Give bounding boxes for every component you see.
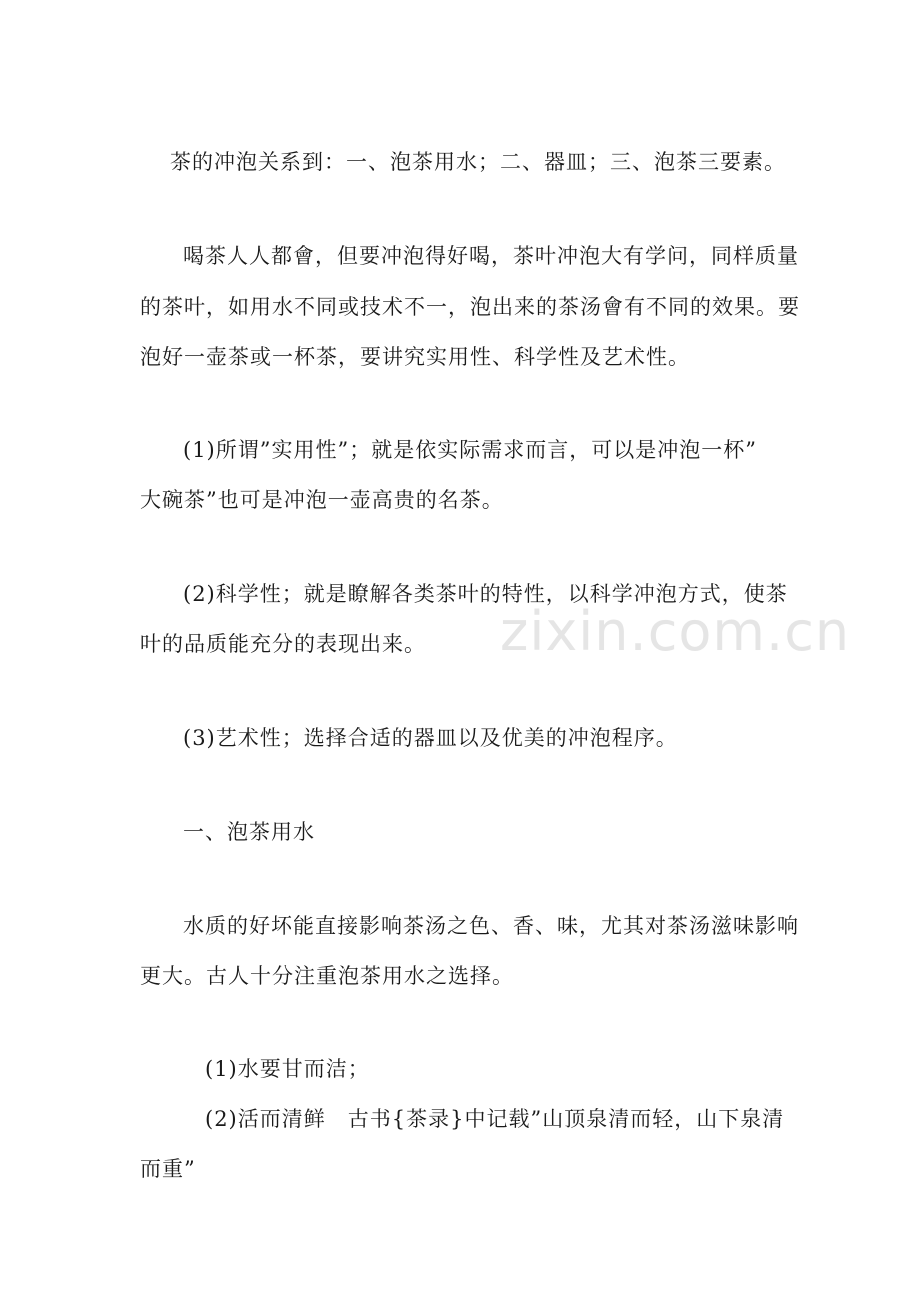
intro-line: 茶的冲泡关系到：一、泡茶用水；二、器皿；三、泡茶三要素。 <box>170 150 786 174</box>
water-paragraph-line-2: 更大。古人十分注重泡茶用水之选择。 <box>140 964 514 988</box>
water-item-2-line-1: (2)活而清鲜 古书{茶录}中记载”山顶泉清而轻，山下泉清 <box>205 1107 785 1131</box>
section1-heading: 一、泡茶用水 <box>183 820 315 844</box>
point1-line-2: 大碗茶”也可是冲泡一壶高贵的名茶。 <box>140 488 504 512</box>
point3-line: (3)艺术性；选择合适的器皿以及优美的冲泡程序。 <box>183 726 678 750</box>
point2-line-2: 叶的品质能充分的表现出来。 <box>140 632 426 656</box>
water-paragraph-line-1: 水质的好坏能直接影响茶汤之色、香、味，尤其对茶汤滋味影响 <box>183 914 799 938</box>
water-item-2-line-2: 而重” <box>140 1157 196 1181</box>
water-item-1: (1)水要甘而洁； <box>205 1057 370 1081</box>
point2-line-1: (2)科学性；就是瞭解各类茶叶的特性，以科学冲泡方式，使茶 <box>183 582 788 606</box>
point1-line-1: (1)所谓”实用性”；就是依实际需求而言，可以是冲泡一杯” <box>183 438 757 462</box>
watermark-logo: zixin.com.cn <box>500 600 851 663</box>
paragraph1-line-1: 喝茶人人都會，但要冲泡得好喝，茶叶冲泡大有学问，同样质量 <box>183 244 799 268</box>
paragraph1-line-2: 的茶叶，如用水不同或技术不一，泡出来的茶汤會有不同的效果。要 <box>140 295 800 319</box>
paragraph1-line-3: 泡好一壶茶或一杯茶，要讲究实用性、科学性及艺术性。 <box>140 345 690 369</box>
